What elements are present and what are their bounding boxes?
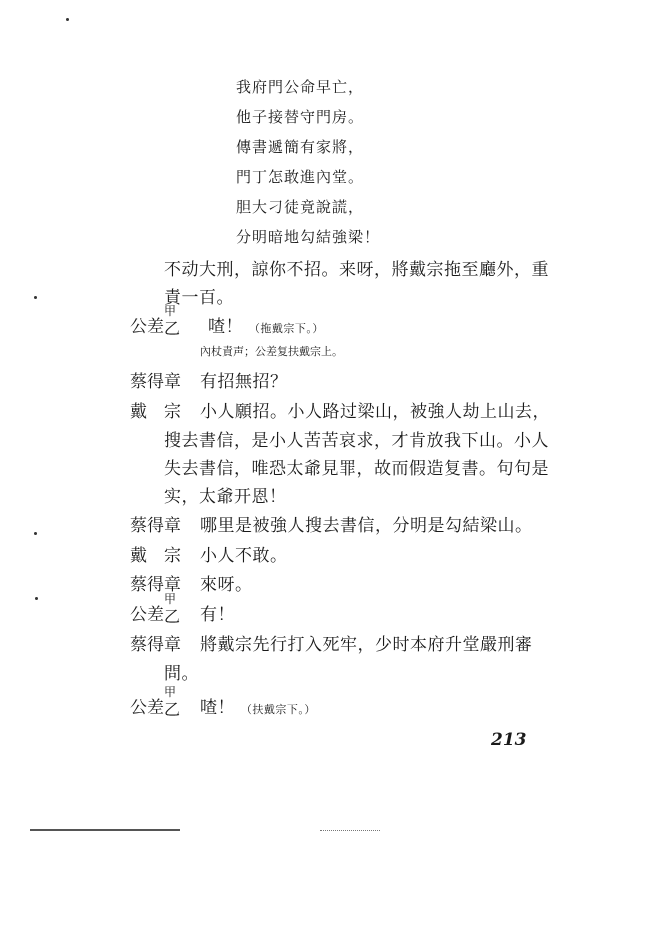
- dialogue-text: 喳！: [200, 698, 235, 718]
- scan-speck: [66, 18, 69, 21]
- dialogue-line: 不动大刑，諒你不招。来呀，將戴宗拖至廳外，重: [164, 260, 549, 280]
- scan-speck: [34, 296, 37, 299]
- dialogue-line: 小人不敢。: [200, 546, 288, 566]
- dialogue-line: 失去書信，唯恐太爺見罪，故而假造复書。句句是: [164, 459, 549, 479]
- speaker-caideqiang: 蔡得章: [130, 575, 181, 595]
- stage-note: 內杖責声；公差复扶戴宗上。: [200, 345, 343, 358]
- speaker-sub-top: 甲: [164, 304, 177, 318]
- verse-line: 胆大刁徒竟說謊，: [236, 198, 365, 216]
- verse-line: 我府門公命早亡，: [236, 78, 365, 96]
- stage-direction: （扶戴宗下。）: [240, 703, 316, 716]
- stage-direction: （拖戴宗下。）: [248, 322, 324, 335]
- scan-speck: [35, 597, 38, 600]
- dialogue-line: [200, 693, 316, 718]
- speaker-name: 公差: [130, 317, 164, 337]
- dialogue-line: 小人願招。小人路过梁山，被強人劫上山去，: [200, 402, 550, 422]
- speaker-gongchai: [130, 683, 190, 719]
- dialogue-line: 有！: [200, 605, 235, 625]
- speaker-caideqiang: 蔡得章: [130, 516, 181, 536]
- speaker-sub-bottom: 乙: [164, 700, 181, 719]
- dialogue-line: 問。: [164, 664, 199, 684]
- speaker-sub-bottom: 乙: [164, 607, 181, 626]
- speaker-sub-bottom: 乙: [164, 319, 181, 338]
- verse-line: 分明暗地勾結強梁！: [236, 228, 381, 246]
- verse-line: 門丁怎敢進內堂。: [236, 168, 365, 186]
- speaker-daizong: 戴 宗: [130, 546, 181, 566]
- dialogue-line: 搜去書信，是小人苦苦哀求，才肯放我下山。小人: [164, 431, 549, 451]
- speaker-daizong: 戴 宗: [130, 402, 181, 422]
- dialogue-line: 有招無招？: [200, 372, 288, 392]
- speaker-gongchai: [130, 590, 190, 626]
- dialogue-line: 实，太爺开恩！: [164, 487, 287, 507]
- dialogue-line: 來呀。: [200, 575, 253, 595]
- scan-edge-dots: [320, 830, 380, 832]
- speaker-gongchai: [130, 302, 190, 338]
- speaker-name: 公差: [130, 605, 164, 625]
- verse-line: 傳書遞簡有家將，: [236, 138, 365, 156]
- speaker-name: 公差: [130, 698, 164, 718]
- dialogue-line: 責一百。: [164, 288, 234, 308]
- scan-edge-line: [30, 829, 180, 831]
- scan-speck: [34, 532, 37, 535]
- speaker-sub-top: 甲: [164, 685, 177, 699]
- dialogue-line: 哪里是被強人搜去書信，分明是勾結梁山。: [200, 516, 533, 536]
- dialogue-line: [208, 312, 324, 337]
- speaker-sub-top: 甲: [164, 592, 177, 606]
- dialogue-text: 喳！: [208, 317, 243, 337]
- speaker-caideqiang: 蔡得章: [130, 635, 181, 655]
- speaker-caideqiang: 蔡得章: [130, 372, 181, 392]
- dialogue-line: 將戴宗先行打入死牢，少时本府升堂嚴刑審: [200, 635, 533, 655]
- page-number: 213: [491, 730, 527, 750]
- verse-line: 他子接替守門房。: [236, 108, 365, 126]
